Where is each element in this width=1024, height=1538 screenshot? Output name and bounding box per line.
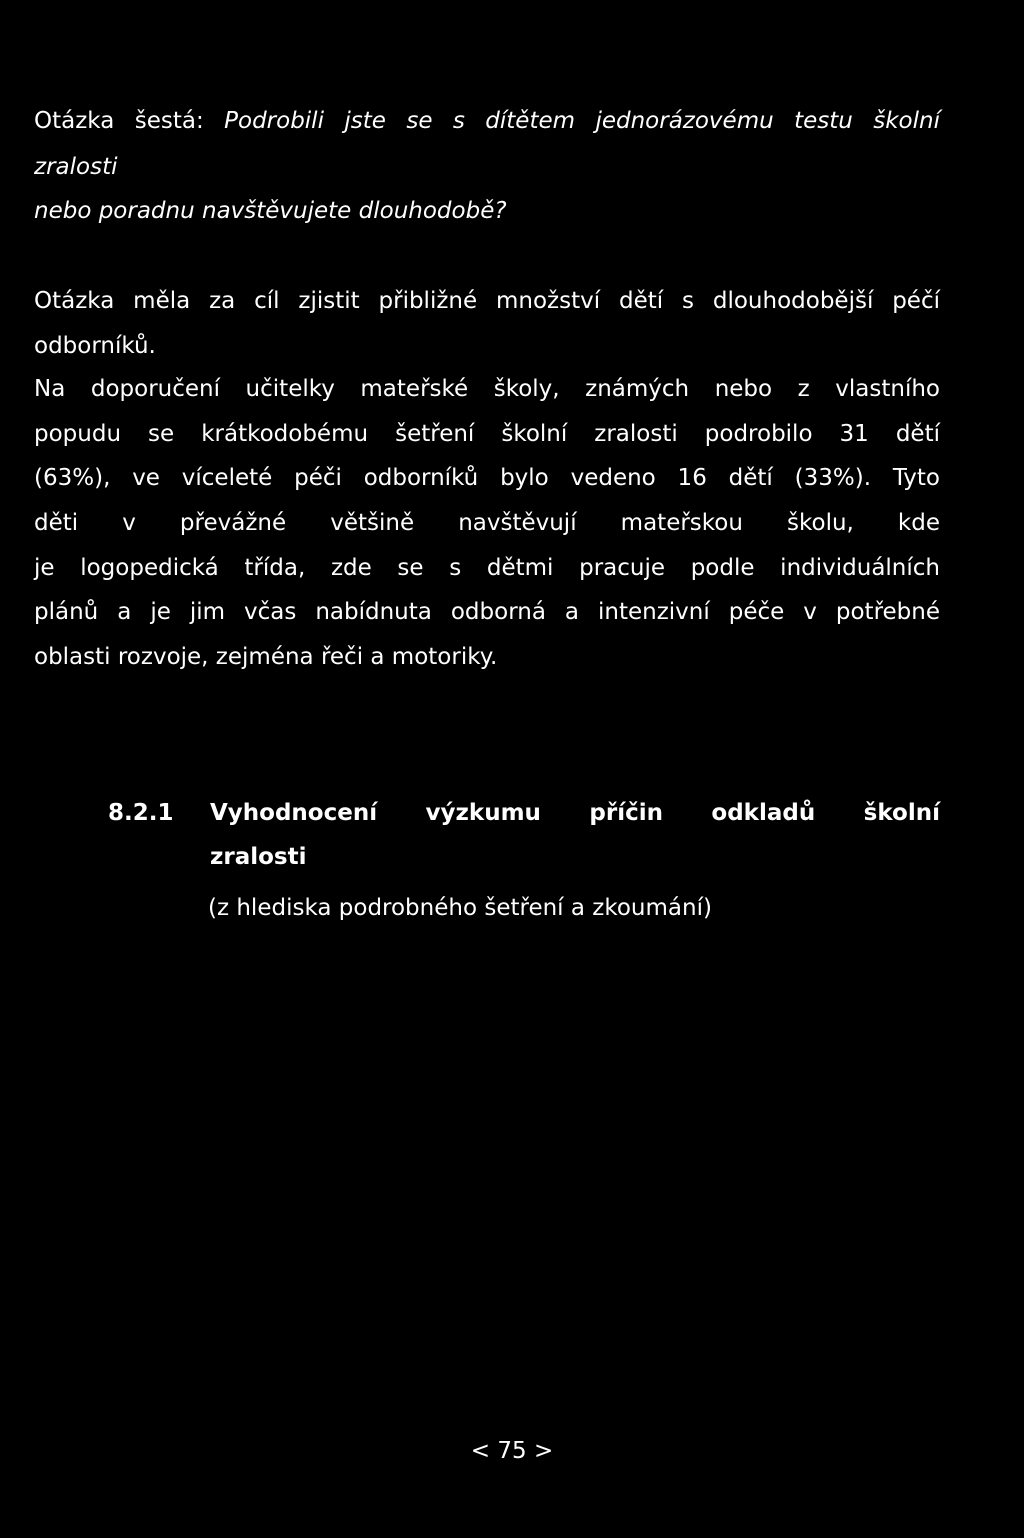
- paragraph-1-line-2: odborníků.: [34, 333, 156, 359]
- question-line-1: [34, 110, 940, 133]
- section-subtitle: (z hlediska podrobného šetření a zkoumání): [208, 895, 712, 921]
- question-label: Otázka šestá:: [34, 108, 204, 134]
- paragraph-2-line-7: oblasti rozvoje, zejména řeči a motoriky.: [34, 644, 498, 670]
- section-title-line-1: Vyhodnocení výzkumu příčin odkladů školní: [210, 800, 940, 826]
- question-text-3: nebo poradnu navštěvujete dlouhodobě?: [34, 198, 507, 224]
- page-number: < 75 >: [470, 1438, 554, 1464]
- question-text-2: zralosti: [34, 154, 118, 180]
- paragraph-2-line-4: děti v převážné většině navštěvují mateřskou školu, kde: [34, 510, 940, 536]
- section-number: 8.2.1: [108, 800, 174, 826]
- paragraph-2-line-6: plánů a je jim včas nabídnuta odborná a intenzivní péče v potřebné: [34, 599, 940, 625]
- section-title-line-2: zralosti: [210, 844, 307, 870]
- paragraph-2-line-3: (63%), ve víceleté péči odborníků bylo vedeno 16 dětí (33%). Tyto: [34, 465, 940, 491]
- question-text-1: Podrobili jste se s dítětem jednorázovému testu školní: [224, 108, 940, 134]
- paragraph-2-line-5: je logopedická třída, zde se s dětmi pracuje podle individuálních: [34, 555, 940, 581]
- paragraph-2-line-2: popudu se krátkodobému šetření školní zralosti podrobilo 31 dětí: [34, 421, 940, 447]
- paragraph-1-line-1: Otázka měla za cíl zjistit přibližné množství dětí s dlouhodobější péčí: [34, 288, 940, 314]
- paragraph-2-line-1: Na doporučení učitelky mateřské školy, známých nebo z vlastního: [34, 376, 940, 402]
